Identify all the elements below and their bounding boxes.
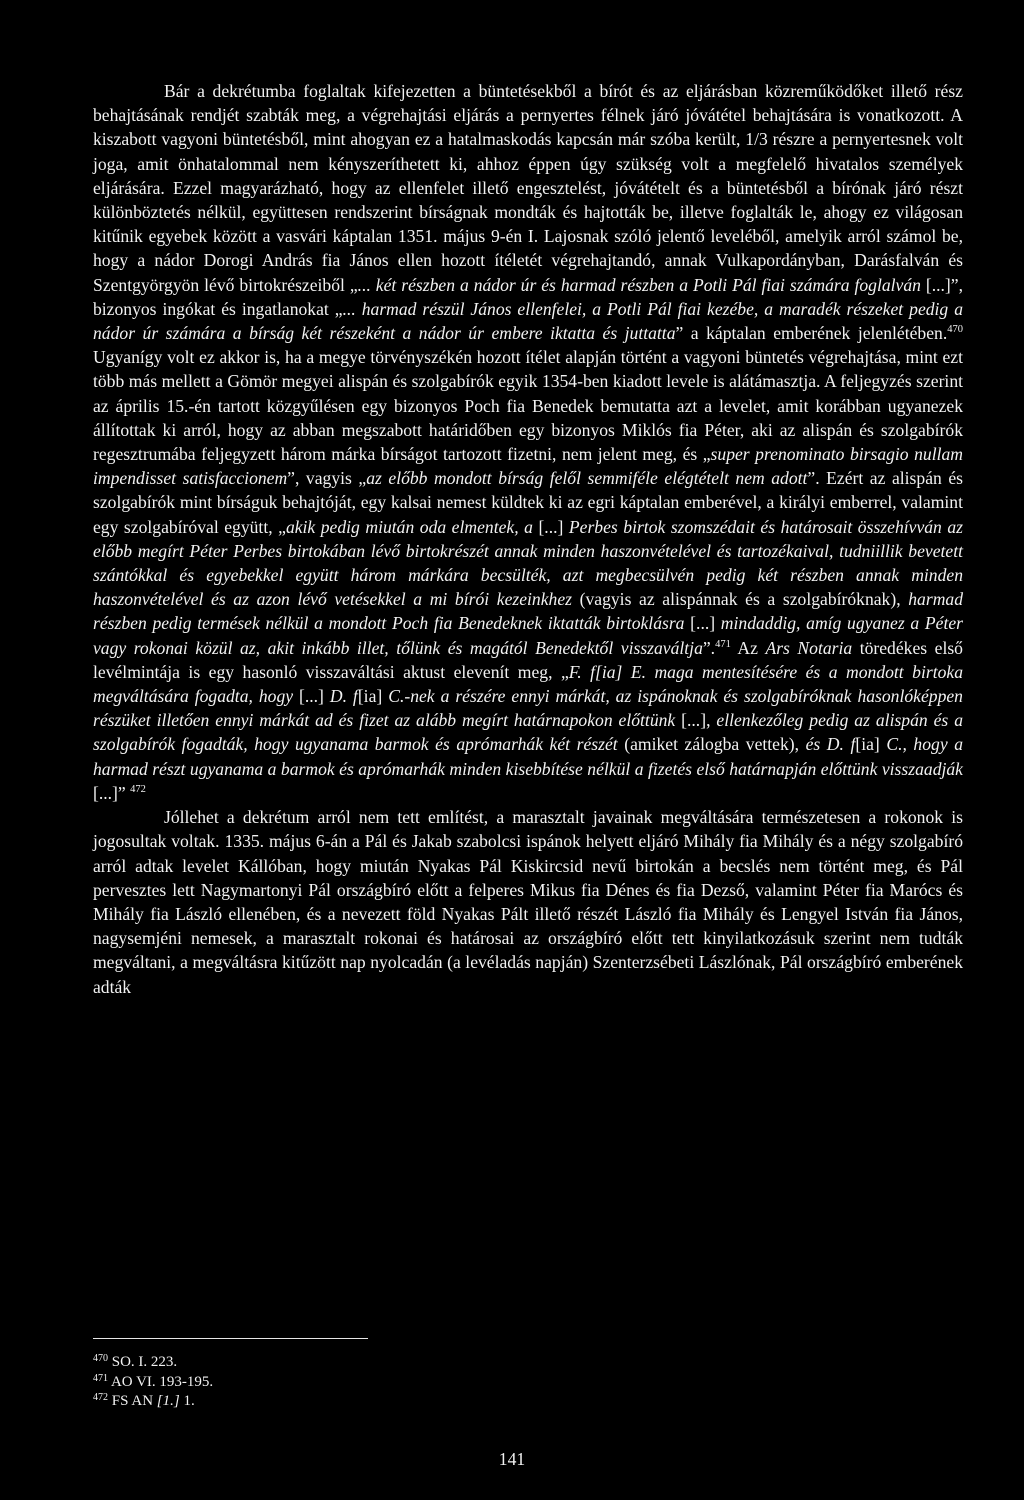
footnote-text [112,1354,177,1370]
italic-quote: C., hogy a harmad részt ugyanama a barmok és aprómarhák minden kisebbítése nélkül a fizetés első határnapján előttünk visszaadják [93,734,963,779]
text-run: Bár a dekrétumba foglaltak kifejezetten a büntetésekből a bírót és az eljárásban közreműködőket illető rész behajtásának rendjét szabták meg, a végrehajtási eljárás a pernyertes félnek járó jóvátétel behajtására is vonatkozott. A kiszabott vagyoni büntetésből, mint ahogyan ez a hatalmaskodás kapcsán már szóba került, 1/3 részre a pernyertesnek volt joga, amit önhatalommal nem kényszeríthetett ki, ahhoz éppen úgy szükség volt a megfelelő hivatalos személyek eljárására. Ezzel magyarázható, hogy az ellenfelet illető engesztelést, jóvátételt és a büntetésből a bírónak járó részt különböztetés nélkül, együttesen rendszerint bírságnak mondták és hajtották be, illetve foglalták le, ahogy ez világosan kitűnik egyebek között a vasvári káptalan 1351. május 9-én I. Lajosnak szóló jelentő leveléből, amelyik arról számol be, hogy a nádor Dorogi András fia János ellen hozott ítéletét végrehajtandó, annak Vulkapordányban, Darásfalván és Szentgyörgyön lévő birtokrészeiből „ [93,81,963,295]
italic-quote: mindaddig, amíg ugyanez a Péter vagy rokonai közül az, akit inkább illet, tőlünk és magától Benedektől visszaváltja [93,613,963,658]
text-run: [...] [532,516,569,537]
text-run: ”, vagyis „ [287,468,367,489]
italic-quote: Perbes birtok szomszédait és határosait összehívván az előbb megírt Péter Perbes birtokában lévő birtokrészét annak minden haszonvételével és tartozékaival, tudniillik bevetett szántókkal és egyebekkel együtt három márkára becsülték, azt megbecsülvén pedig két részben annak minden haszonvételével és az azon lévő vetésekkel a mi bírói kezeinkhez [93,516,964,610]
text-run: AO VI. 193-195. [110,1373,214,1390]
text-run: Ugyanígy volt ez akkor is, ha a megye törvényszékén hozott ítélet alapján történt a vagyoni büntetés végrehajtása, mint ezt több más mellett a Gömör megyei alispán és szolgabírók egyik 1354-ben kiadott levele is alátámasztja. A feljegyzés szerint az április 15.-én tartott közgyűlésen egy bizonyos Poch fia Benedek bemutatta azt a levelet, amit korábban ugyanezek állítottak ki arról, hogy az abban megszabott határidőben egy bizonyos Miklós fia Péter, aki az alispán és szolgabírók regesztrumába feljegyzett három márka bírságot tartozott fizetni, nem jelent meg, és „ [93,347,963,465]
main-text [93,79,963,999]
text-run: [ia] [357,686,389,707]
footnote-reference: 472 [130,783,146,795]
text-run: (amiket zálogba vettek), [617,734,806,755]
italic-quote: és D. f [805,734,856,755]
italic-quote: Ars Notaria [765,637,853,658]
italic-quote: akik pedig miután oda elmentek, a [285,516,533,537]
italic-quote: ... harmad részül János ellenfelei, a Potli Pál fiai kezébe, a maradék részeket pedig a nádor úr számára a bírság két részeként a nádor úr embere iktatta és juttatta [93,298,963,344]
italic-quote: [1.] [156,1393,180,1409]
text-run: [...] [684,613,721,634]
italic-quote: az előbb mondott bírság felől semmiféle elégtételt nem adott [366,468,808,489]
italic-quote: D. f [329,686,358,707]
italic-quote: ... két részben a nádor úr és harmad részben a Potli Pál fiai számára foglalván [357,274,921,295]
text-run: Az [730,637,766,658]
text-run: FS AN [111,1393,157,1409]
footnote-472 [93,1392,213,1412]
text-run: 1. [179,1393,195,1409]
italic-quote: C.-nek a részére ennyi márkát, az ispánoknak és szolgabíróknak hasonlóképpen részüket illetően ennyi márkát ad és fizet az alább megírt határnapokon előttünk [93,686,963,731]
footnote-471 [93,1373,213,1393]
italic-quote: F. f[ia] E. maga mentesítésére és a mondott birtoka megváltására fogadta, hogy [93,661,963,707]
text-run: [...], [675,710,717,731]
text-run: [...]” [93,782,131,803]
footnote-reference: 471 [715,638,731,650]
footnote-separator [93,1338,368,1339]
footnote-text [112,1393,195,1409]
footnote-number: 470 [93,1353,108,1364]
text-run: Jóllehet a dekrétum arról nem tett említést, a marasztalt javainak megváltására természetesen a rokonok is jogosultak voltak. 1335. május 6-án a Pál és Jakab szabolcsi ispánok helyett eljáró Mihály fia Mihály és a négy szolgabíró arról adtak levelet Kállóban, hogy miután Nyakas Pál Kiskircsid nevű birtokán a becslés nem történt meg, és Pál pervesztes lett Nagymartonyi Pál országbíró előtt a felperes Mikus fia Dénes és fia Dezső, valamint Péter fia Marócs és Mihály fia László ellenében, és a nevezett föld Nyakas Pált illető részét László fia Mihály és Lengyel István fia János, nagysemjéni nemesek, a marasztalt rokonai és határosai az országbíró előtt tett kinyilatkozásuk szerint nem tudták megváltani, a megváltásra kitűzött nap nyolcadán (a levéladás napján) Szenterzsébeti Lászlónak, Pál országbíró emberének adták [93,807,963,997]
text-run: töredékes első levélmintája is egy hasonló visszaváltási aktust elevenít meg, „ [93,637,963,682]
text-run: [ia] [855,734,887,755]
text-run: ”. Ezért az alispán és szolgabírók mint bírságuk behajtóját, egy kalsai nemest küldtek ki az egri káptalan emberével, a királyi emberrel, valamint egy szolgabíróval együtt, „ [93,468,963,537]
page-number: 141 [498,1449,526,1469]
paragraph [93,805,963,999]
footnote-470 [93,1353,213,1373]
footnote-number: 471 [93,1372,108,1384]
italic-quote: harmad részben pedig termések nélkül a mondott Poch fia Benedeknek iktatták birtoklásra [93,589,963,634]
footnote-reference: 470 [947,324,963,336]
text-run: ”. [702,637,716,658]
text-run: [...]”, bizonyos ingókat és ingatlanokat „ [93,274,963,319]
footnotes [93,1353,213,1412]
footnote-text [111,1374,213,1390]
text-run: (vagyis az alispánnak és a szolgabíróknak), [572,589,909,610]
text-run: SO. I. 223. [111,1354,178,1370]
paragraph [93,79,963,805]
footnote-number: 472 [93,1392,108,1403]
italic-quote: ellenkezőleg pedig az alispán és a szolgabírók fogadták, hogy ugyanama barmok és aprómarhák két részét [93,710,964,755]
italic-quote: super prenominato birsagio nullam impendisset satisfaccionem [93,444,963,489]
text-run: [...] [293,686,330,707]
text-run: ” a káptalan emberének jelenlétében. [675,323,948,344]
